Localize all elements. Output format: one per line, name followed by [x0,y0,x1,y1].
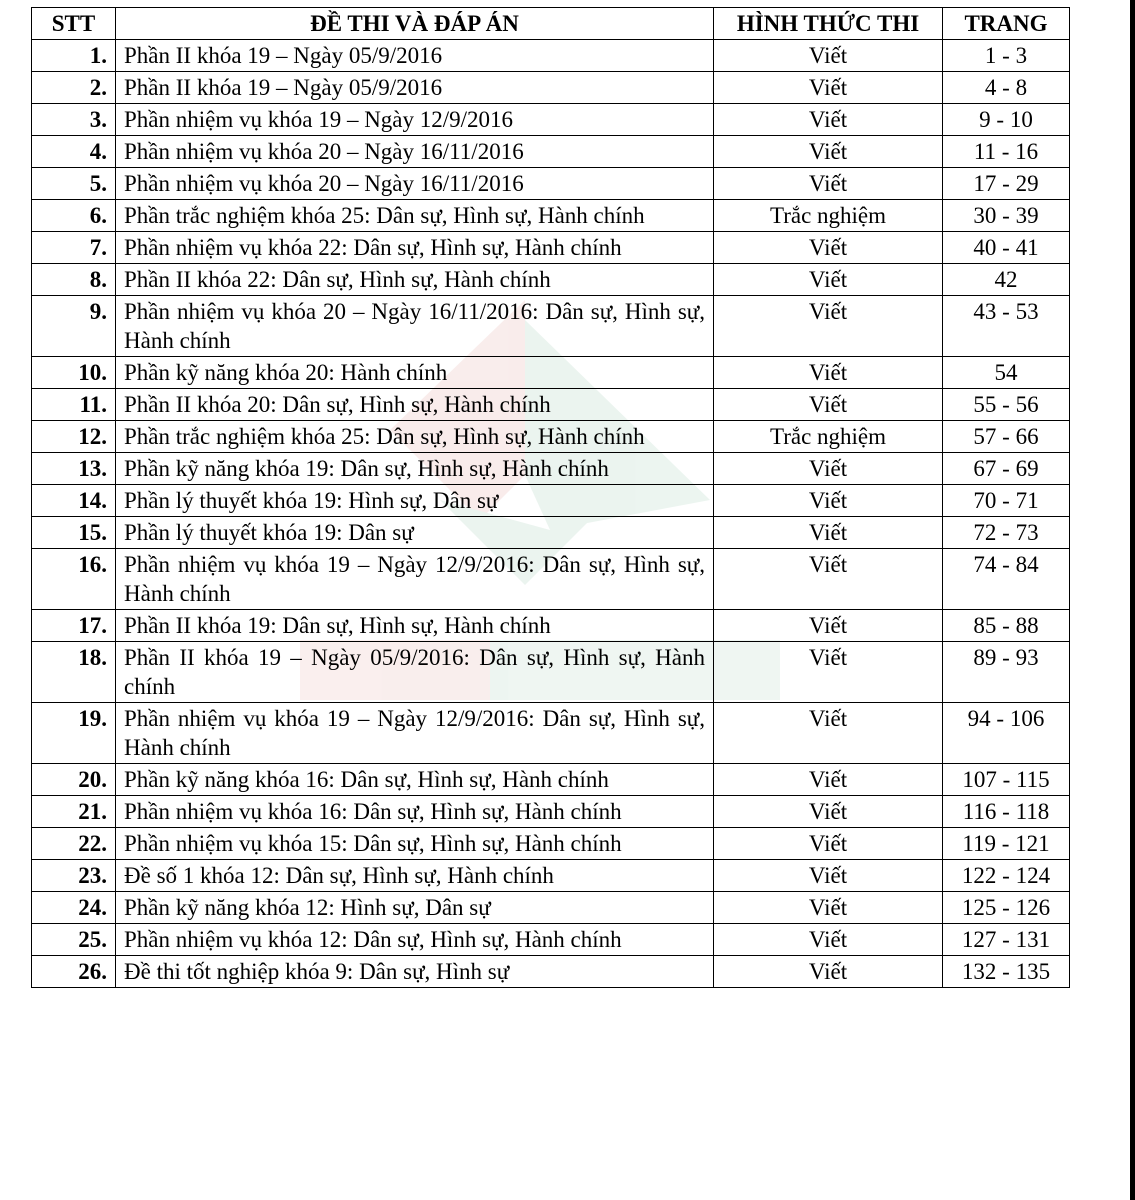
row-exam-form: Viết [714,860,943,892]
row-number: 25. [32,924,116,956]
table-row [32,453,1070,485]
row-page-range: 9 - 10 [943,104,1070,136]
row-title: Phần kỹ năng khóa 12: Hình sự, Dân sự [116,892,714,924]
table-row [32,549,1070,610]
row-title: Phần trắc nghiệm khóa 25: Dân sự, Hình sự, Hành chính [116,200,714,232]
row-title: Phần II khóa 19: Dân sự, Hình sự, Hành chính [116,610,714,642]
row-number: 8. [32,264,116,296]
row-title: Đề số 1 khóa 12: Dân sự, Hình sự, Hành chính [116,860,714,892]
row-page-range: 57 - 66 [943,421,1070,453]
header-title: ĐỀ THI VÀ ĐÁP ÁN [116,8,714,40]
row-exam-form: Viết [714,453,943,485]
row-title: Đề thi tốt nghiệp khóa 9: Dân sự, Hình sự [116,956,714,988]
row-title: Phần nhiệm vụ khóa 15: Dân sự, Hình sự, Hành chính [116,828,714,860]
row-number: 10. [32,357,116,389]
table-row [32,232,1070,264]
row-exam-form: Viết [714,264,943,296]
row-number: 2. [32,72,116,104]
table-row [32,200,1070,232]
row-page-range: 1 - 3 [943,40,1070,72]
row-page-range: 132 - 135 [943,956,1070,988]
row-exam-form: Viết [714,232,943,264]
table-row [32,892,1070,924]
table-row [32,703,1070,764]
table-row [32,485,1070,517]
table-row [32,40,1070,72]
row-title: Phần nhiệm vụ khóa 12: Dân sự, Hình sự, Hành chính [116,924,714,956]
row-page-range: 125 - 126 [943,892,1070,924]
row-page-range: 119 - 121 [943,828,1070,860]
table-header-row [32,8,1070,40]
row-title: Phần nhiệm vụ khóa 20 – Ngày 16/11/2016 [116,136,714,168]
table-row [32,357,1070,389]
row-title: Phần II khóa 19 – Ngày 05/9/2016 [116,40,714,72]
table-row [32,642,1070,703]
row-title: Phần kỹ năng khóa 20: Hành chính [116,357,714,389]
row-exam-form: Viết [714,357,943,389]
row-page-range: 89 - 93 [943,642,1070,703]
row-title: Phần trắc nghiệm khóa 25: Dân sự, Hình sự, Hành chính [116,421,714,453]
row-number: 26. [32,956,116,988]
row-title: Phần kỹ năng khóa 19: Dân sự, Hình sự, Hành chính [116,453,714,485]
row-number: 19. [32,703,116,764]
row-number: 16. [32,549,116,610]
table-row [32,389,1070,421]
row-title: Phần II khóa 20: Dân sự, Hình sự, Hành chính [116,389,714,421]
row-title: Phần II khóa 19 – Ngày 05/9/2016 [116,72,714,104]
table-row [32,860,1070,892]
row-number: 23. [32,860,116,892]
row-exam-form: Viết [714,168,943,200]
row-exam-form: Viết [714,610,943,642]
row-exam-form: Viết [714,40,943,72]
row-exam-form: Viết [714,104,943,136]
header-form: HÌNH THỨC THI [714,8,943,40]
row-number: 22. [32,828,116,860]
row-title: Phần nhiệm vụ khóa 19 – Ngày 12/9/2016 [116,104,714,136]
row-number: 21. [32,796,116,828]
row-number: 5. [32,168,116,200]
row-page-range: 94 - 106 [943,703,1070,764]
row-exam-form: Viết [714,828,943,860]
table-row [32,421,1070,453]
row-page-range: 40 - 41 [943,232,1070,264]
row-number: 7. [32,232,116,264]
row-title: Phần nhiệm vụ khóa 20 – Ngày 16/11/2016: Dân sự, Hình sự, Hành chính [116,296,714,357]
row-number: 20. [32,764,116,796]
row-exam-form: Viết [714,296,943,357]
header-stt: STT [32,8,116,40]
table-row [32,924,1070,956]
header-page: TRANG [943,8,1070,40]
row-title: Phần lý thuyết khóa 19: Dân sự [116,517,714,549]
table-row [32,168,1070,200]
row-number: 9. [32,296,116,357]
row-page-range: 107 - 115 [943,764,1070,796]
row-page-range: 30 - 39 [943,200,1070,232]
row-exam-form: Trắc nghiệm [714,421,943,453]
row-number: 15. [32,517,116,549]
row-number: 1. [32,40,116,72]
row-page-range: 85 - 88 [943,610,1070,642]
row-number: 13. [32,453,116,485]
exam-table [31,7,1070,988]
table-row [32,136,1070,168]
row-page-range: 72 - 73 [943,517,1070,549]
table-row [32,828,1070,860]
row-page-range: 70 - 71 [943,485,1070,517]
row-page-range: 55 - 56 [943,389,1070,421]
row-exam-form: Trắc nghiệm [714,200,943,232]
table-row [32,796,1070,828]
row-exam-form: Viết [714,764,943,796]
row-page-range: 54 [943,357,1070,389]
table-row [32,296,1070,357]
row-exam-form: Viết [714,956,943,988]
row-number: 12. [32,421,116,453]
row-exam-form: Viết [714,549,943,610]
row-number: 18. [32,642,116,703]
row-number: 11. [32,389,116,421]
row-page-range: 74 - 84 [943,549,1070,610]
row-number: 14. [32,485,116,517]
row-exam-form: Viết [714,642,943,703]
row-exam-form: Viết [714,389,943,421]
row-exam-form: Viết [714,136,943,168]
row-page-range: 42 [943,264,1070,296]
table-row [32,610,1070,642]
row-page-range: 4 - 8 [943,72,1070,104]
row-page-range: 116 - 118 [943,796,1070,828]
row-title: Phần nhiệm vụ khóa 22: Dân sự, Hình sự, Hành chính [116,232,714,264]
row-page-range: 11 - 16 [943,136,1070,168]
row-exam-form: Viết [714,703,943,764]
table-row [32,72,1070,104]
row-title: Phần nhiệm vụ khóa 19 – Ngày 12/9/2016: Dân sự, Hình sự, Hành chính [116,549,714,610]
table-row [32,264,1070,296]
row-number: 24. [32,892,116,924]
row-page-range: 43 - 53 [943,296,1070,357]
row-number: 3. [32,104,116,136]
table-row [32,517,1070,549]
row-number: 4. [32,136,116,168]
row-exam-form: Viết [714,796,943,828]
row-exam-form: Viết [714,72,943,104]
row-title: Phần II khóa 22: Dân sự, Hình sự, Hành chính [116,264,714,296]
page-edge-border [1130,0,1135,1200]
row-page-range: 67 - 69 [943,453,1070,485]
row-exam-form: Viết [714,485,943,517]
table-row [32,956,1070,988]
row-title: Phần II khóa 19 – Ngày 05/9/2016: Dân sự, Hình sự, Hành chính [116,642,714,703]
table-row [32,104,1070,136]
row-exam-form: Viết [714,892,943,924]
row-page-range: 122 - 124 [943,860,1070,892]
row-title: Phần lý thuyết khóa 19: Hình sự, Dân sự [116,485,714,517]
row-title: Phần kỹ năng khóa 16: Dân sự, Hình sự, Hành chính [116,764,714,796]
row-title: Phần nhiệm vụ khóa 19 – Ngày 12/9/2016: Dân sự, Hình sự, Hành chính [116,703,714,764]
row-page-range: 17 - 29 [943,168,1070,200]
row-exam-form: Viết [714,924,943,956]
row-number: 17. [32,610,116,642]
row-title: Phần nhiệm vụ khóa 20 – Ngày 16/11/2016 [116,168,714,200]
table-row [32,764,1070,796]
row-page-range: 127 - 131 [943,924,1070,956]
row-number: 6. [32,200,116,232]
row-exam-form: Viết [714,517,943,549]
row-title: Phần nhiệm vụ khóa 16: Dân sự, Hình sự, Hành chính [116,796,714,828]
